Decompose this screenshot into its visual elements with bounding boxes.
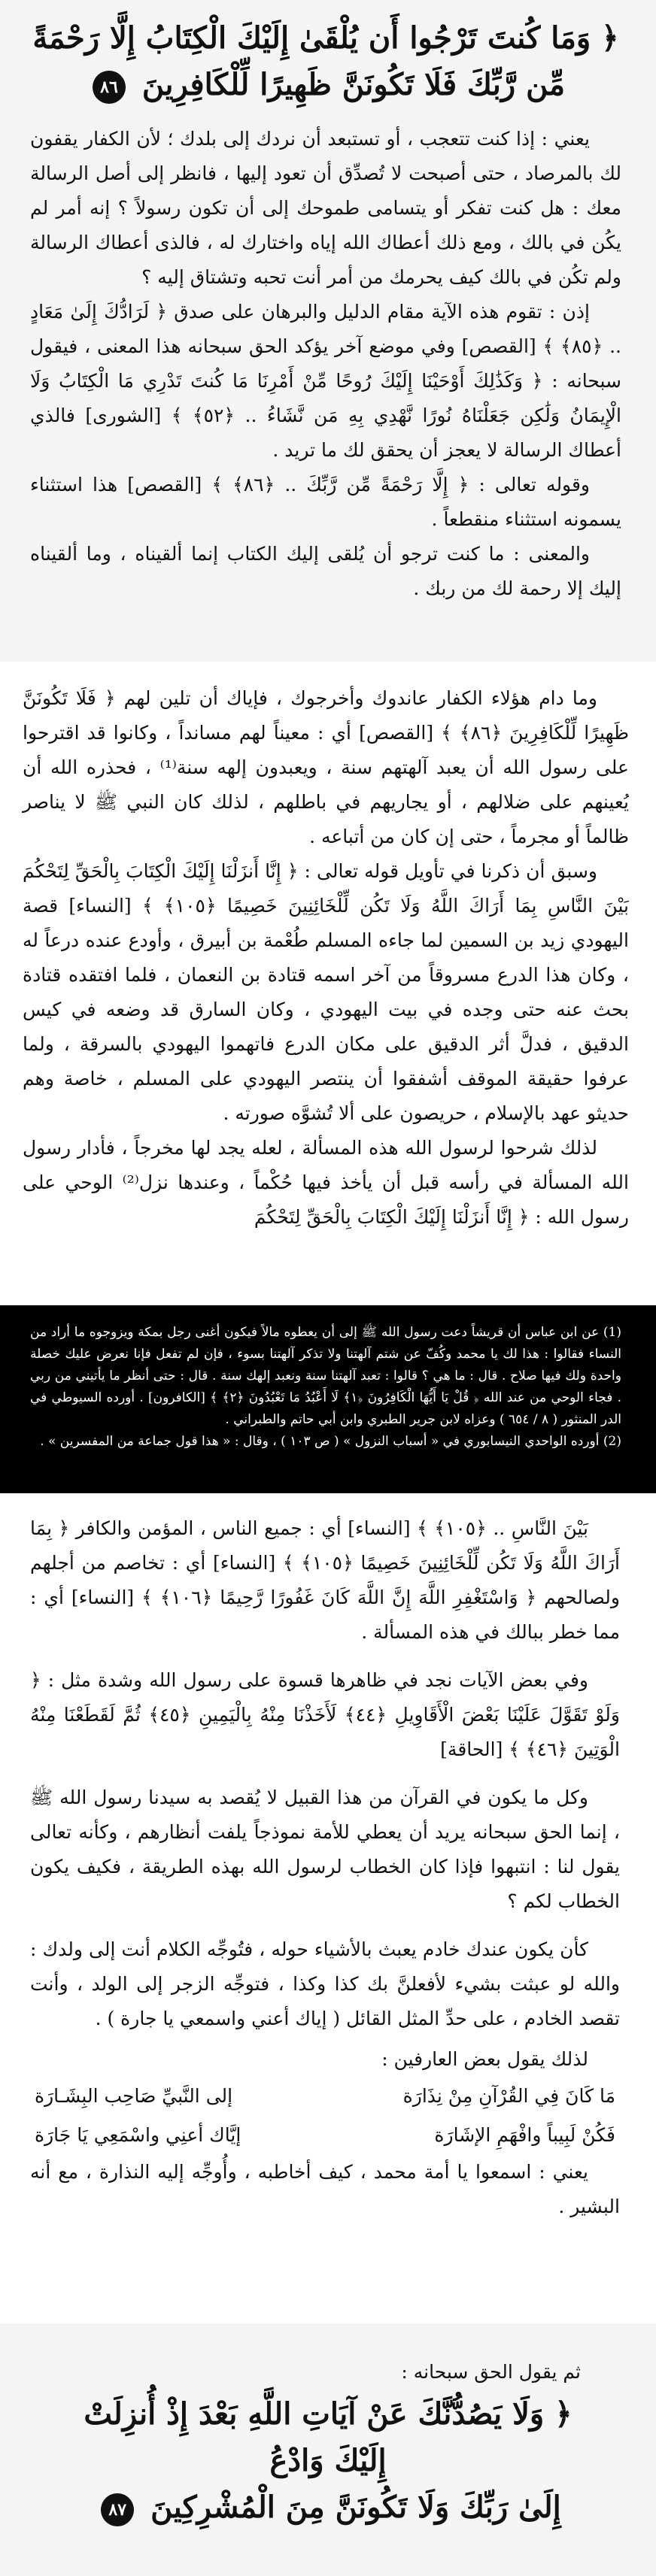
paragraph: وكل ما يكون في القرآن من هذا القبيل لا يُقصد به سيدنا رسول الله ﷺ ، إنما الحق سبحانه يريد أن يعطي للأمة نموذجاً يلفت أنظارهم ، وكأنه تعالى يقول لنا : انتبهوا فإذا كان الخطاب لرسول الله بهذه الطريقة ، فكيف يكون الخطاب لكم ؟ bbox=[30, 1787, 620, 1912]
paragraph: وسبق أن ذكرنا في تأويل قوله تعالى : ﴿ إِنَّا أَنزَلْنَا إِلَيْكَ الْكِتَابَ بِالْحَقِّ لِتَحْكُمَ بَيْنَ النَّاسِ بِمَا أَرَاكَ اللَّهُ وَلَا تَكُن لِّلْخَائِنِينَ خَصِيمًا ﴿١٠٥﴾ ﴾ [النساء] قصة اليهودي زيد بن السمين لما جاءه المسلم طُعْمة بن أبيرق ، وأودع عنده درعاً له ، وكان هذا الدرع مسروقاً من آخر اسمه قتادة بن النعمان ، فلما افتقده قتادة بحث عنه حتى وجده في بيت اليهودي ، وكان السارق قد وضعه في كيس الدقيق ، فدلَّ أثر الدقيق على مكان الدرع فاتهموا اليهودي بالسرقة ، ولما عرفوا حقيقة الموقف أشفقوا أن ينتصر اليهودي على المسلم ، خاصة وهم حديثو عهد بالإسلام ، حريصون على ألا تُشوَّه صورته . bbox=[23, 860, 629, 1124]
poem-hemistich: فَكُنْ لَبِيباً وافْهَمِ الإشَارَة bbox=[434, 2124, 615, 2146]
verse-line-2-text: إِلَىٰ رَبِّكَ وَلَا تَكُونَنَّ مِنَ الْمُشْرِكِينَ bbox=[150, 2490, 561, 2525]
section-verse-87 bbox=[0, 2323, 656, 2576]
poem-hemistich: مَا كَانَ فِي القُرْآنِ مِنْ نِذَارَة bbox=[402, 2085, 615, 2107]
verse-intro: ثم يقول الحق سبحانه : bbox=[401, 2361, 581, 2383]
poem-intro: لذلك يقول بعض العارفين : bbox=[381, 2048, 588, 2070]
paragraph: لذلك شرحوا لرسول الله هذه المسألة ، لعله يجد لها مخرجاً ، فأدار رسول الله المسألة في رأسه قبل أن يأخذ فيها حُكْماً ، وعندها نزل⁽²⁾ الوحي على رسول الله : ﴿ إِنَّا أَنزَلْنَا إِلَيْكَ الْكِتَابَ بِالْحَقِّ لِتَحْكُمَ bbox=[23, 1137, 629, 1228]
paragraph: وما دام هؤلاء الكفار عاندوك وأخرجوك ، فإياك أن تلين لهم ﴿ فَلَا تَكُونَنَّ ظَهِيرًا لِّلْكَافِرِينَ ﴿٨٦﴾ ﴾ [القصص] أي : معيناً لهم مسانداً ، وكانوا قد اقترحوا على رسول الله أن يعبد آلهتهم سنة ، ويعبدون إلهه سنة⁽¹⁾ ، فحذره الله أن يُعينهم على ضلالهم ، أو يجاريهم في باطلهم ، لذلك كان النبي ﷺ لا يناصر ظالماً أو مجرماً ، حتى إن كان من أتباعه . bbox=[23, 687, 630, 847]
section-commentary bbox=[0, 662, 656, 1305]
footnote-1: (1) عن ابن عباس أن قريشاً دعت رسول الله ﷺ إلى أن يعطوه مالاً فيكون أغنى رجل بمكة ويزوجوه ما أراد من النساء فقالوا : هذا لك يا محمد وكُفّ عن شتم آلهتنا ولا تذكر آلهتنا بسوء ، فإن لم تفعل فإنا نعرض عليك خصلة واحدة ولك فيها صلاح . قال : ما هي ؟ قالوا : تعبد آلهتنا سنة ونعبد إلهك سنة . قال : حتى أنظر ما يأتيني من ربي . فجاء الوحي من عند الله ﴿ قُلْ يَا أَيُّهَا الْكَافِرُونَ ﴿١﴾ لَا أَعْبُدُ مَا تَعْبُدُونَ ﴿٢﴾ ﴾ [الكافرون] . أورده السيوطي في الدر المنثور ( ٨ / ٦٥٤ ) وعزاه لابن جرير الطبري وابن أبي حاتم والطبراني . bbox=[30, 1325, 621, 1427]
footnotes-block bbox=[0, 1305, 656, 1493]
footnote-2: (2) أورده الواحدي النيسابوري في « أسباب النزول » ( ص ١٠٣ ) ، وقال : « هذا قول جماعة من المفسرين » . bbox=[40, 1434, 621, 1449]
paragraph: إذن : تقوم هذه الآية مقام الدليل والبرهان على صدق ﴿ لَرَادُّكَ إِلَىٰ مَعَادٍ .. ﴿٨٥﴾ ﴾ [القصص] وفي موضع آخر يؤكد الحق سبحانه هذا المعنى ، فيقول سبحانه : ﴿ وَكَذَٰلِكَ أَوْحَيْنَا إِلَيْكَ رُوحًا مِّنْ أَمْرِنَا مَا كُنتَ تَدْرِي مَا الْكِتَابُ وَلَا الْإِيمَانُ وَلَٰكِن جَعَلْنَاهُ نُورًا نَّهْدِي بِهِ مَن نَّشَاءُ .. ﴿٥٢﴾ ﴾ [الشورى] فالذي أعطاك الرسالة لا يعجز أن يحقق لك ما تريد . bbox=[30, 301, 621, 461]
verse-line-1: ﴿ وَلَا يَصُدُّنَّكَ عَنْ آيَاتِ اللَّهِ بَعْدَ إِذْ أُنزِلَتْ إِلَيْكَ وَادْعُ bbox=[84, 2396, 572, 2478]
verse-line-2-text: مِّن رَّبِّكَ فَلَا تَكُونَنَّ ظَهِيرًا لِّلْكَافِرِينَ bbox=[141, 67, 566, 102]
verse-line-2 bbox=[53, 2484, 603, 2531]
poem-row-2 bbox=[30, 2116, 620, 2155]
verse-line-1: ﴿ وَمَا كُنتَ تَرْجُوا أَن يُلْقَىٰ إِلَيْكَ الْكِتَابُ إِلَّا رَحْمَةً bbox=[32, 20, 619, 56]
verse-line-2 bbox=[30, 62, 621, 108]
section-continuation bbox=[0, 1493, 656, 2323]
verse-86 bbox=[30, 15, 621, 108]
section-verse-86 bbox=[0, 0, 656, 662]
verse-number-badge: ٨٦ bbox=[93, 71, 126, 104]
paragraph: يعني : اسمعوا يا أمة محمد ، كيف أخاطبه ، وأُوجِّه إليه النذارة ، مع أنه البشير . bbox=[30, 2161, 620, 2217]
paragraph: يعني : إذا كنت تتعجب ، أو تستبعد أن نردك إلى بلدك ؛ لأن الكفار يقفون لك بالمرصاد ، حتى أصبحت لا تُصدِّق أن تعود إليها ، فانظر إلى أصل الرسالة معك : هل كنت تفكر أو يتسامى طموحك إلى أن تكون رسولاً ؟ إنه أمر لم يكُن في بالك ، ومع ذلك أعطاك الله إياه واختارك له ، فالذى أعطاك الرسالة ولم تكُن في بالك كيف يحرمك من أمر أنت تحبه وتشتاق إليه ؟ bbox=[30, 128, 622, 288]
verse-87 bbox=[53, 2391, 603, 2531]
paragraph: بَيْنَ النَّاسِ .. ﴿١٠٥﴾ ﴾ [النساء] أي : جميع الناس ، المؤمن والكافر ﴿ بِمَا أَرَاكَ اللَّهُ وَلَا تَكُن لِّلْخَائِنِينَ خَصِيمًا ﴿١٠٥﴾ ﴾ [النساء] أي : تخاصم من أجلهم ولصالحهم ﴿ وَاسْتَغْفِرِ اللَّهَ إِنَّ اللَّهَ كَانَ غَفُورًا رَّحِيمًا ﴿١٠٦﴾ ﴾ [النساء] أي : مما خطر ببالك في هذه المسألة . bbox=[30, 1517, 620, 1643]
paragraph: كأن يكون عندك خادم يعبث بالأشياء حوله ، فتُوجِّه الكلام أنت إلى ولدك : والله لو عبثت بشيء لأفعلنَّ بك كذا وكذا ، فتوجِّه الزجر إلى الولد ، وأنت تقصد الخادم ، على حدِّ المثل القائل ( إياك أعني واسمعي يا جارة ) . bbox=[30, 1938, 620, 2029]
paragraph: وفي بعض الآيات نجد في ظاهرها قسوة على رسول الله وشدة مثل : ﴿ وَلَوْ تَقَوَّلَ عَلَيْنَا بَعْضَ الْأَقَاوِيلِ ﴿٤٤﴾ لَأَخَذْنَا مِنْهُ بِالْيَمِينِ ﴿٤٥﴾ ثُمَّ لَقَطَعْنَا مِنْهُ الْوَتِينَ ﴿٤٦﴾ ﴾ [الحاقة] bbox=[30, 1669, 620, 1760]
verse-number-badge: ٨٧ bbox=[101, 2493, 134, 2526]
poem-hemistich: إيَّاك أعنِي واسْمَعِي يَا جَارَة bbox=[35, 2124, 241, 2146]
poem-hemistich: إلى النَّبيِّ صَاحِب البِشَـارَة bbox=[35, 2085, 233, 2107]
paragraph: والمعنى : ما كنت ترجو أن يُلقى إليك الكتاب إنما ألقيناه ، وما ألقيناه إليك إلا رحمة لك من ربك . bbox=[30, 543, 621, 599]
paragraph: وقوله تعالى : ﴿ إِلَّا رَحْمَةً مِّن رَّبِّكَ .. ﴿٨٦﴾ ﴾ [القصص] هذا استثناء يسمونه استثناء منقطعاً . bbox=[30, 474, 621, 530]
poem-row-1 bbox=[30, 2077, 620, 2116]
